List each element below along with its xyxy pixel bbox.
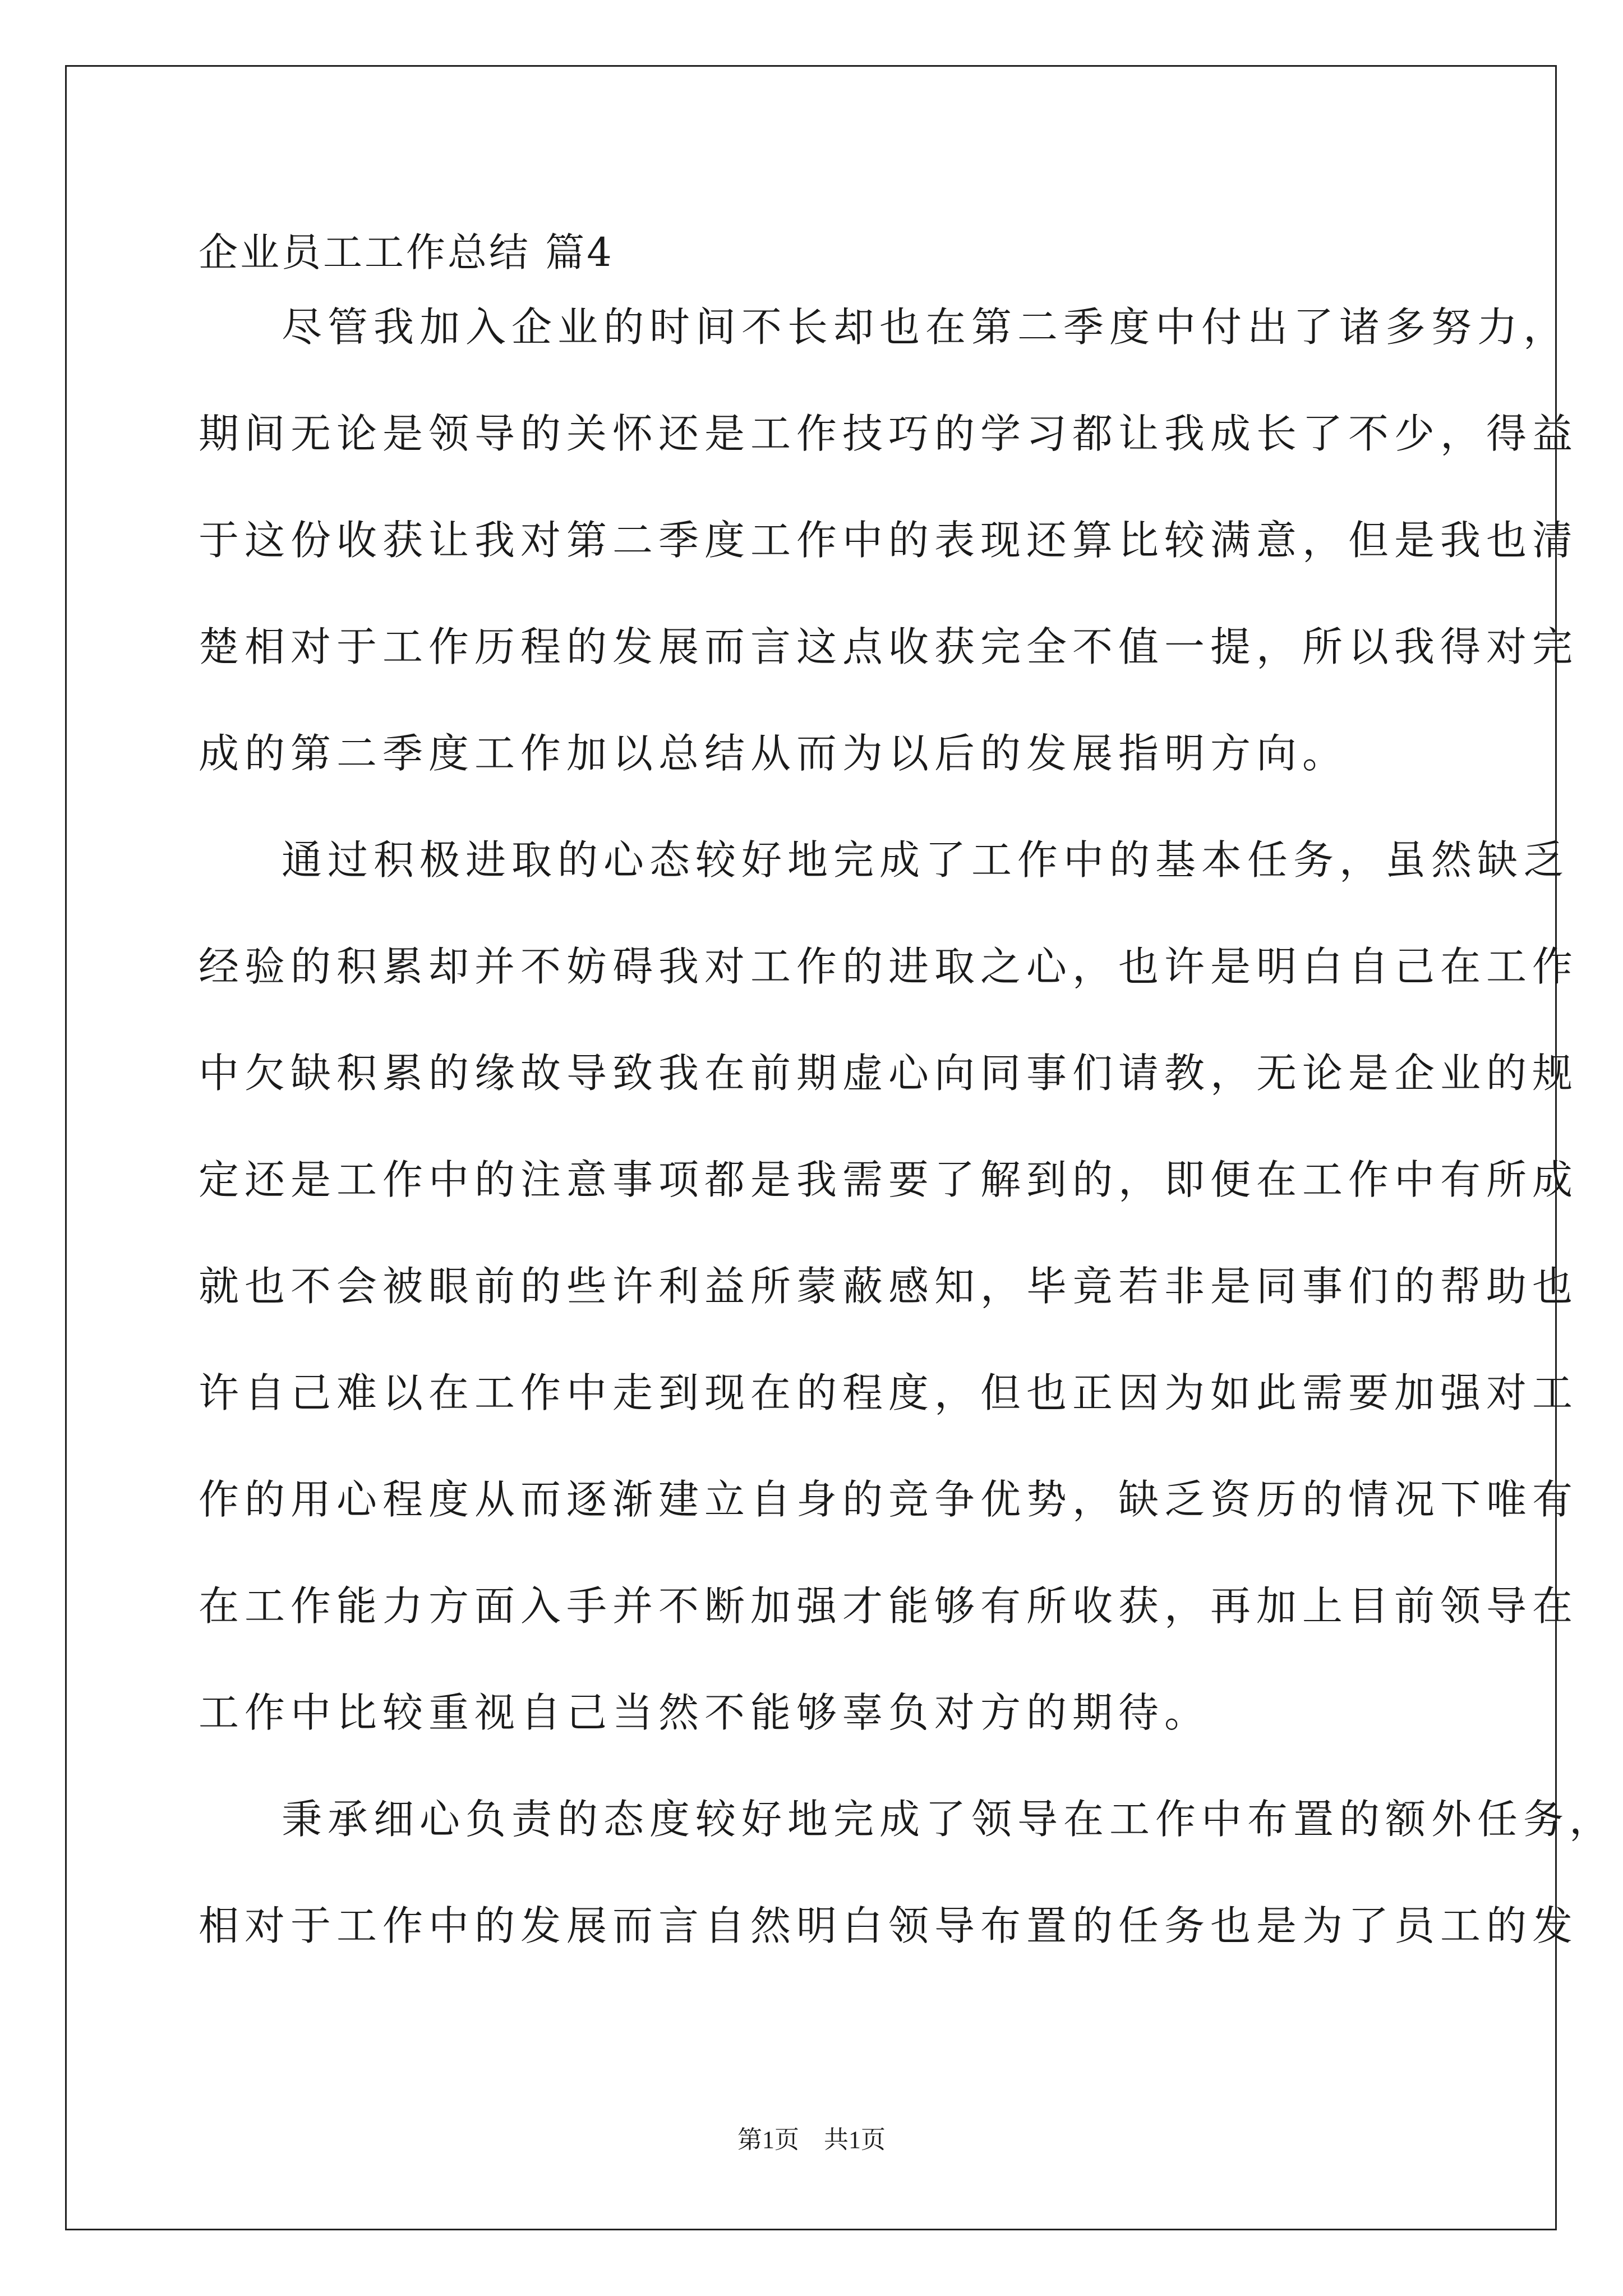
text-line: 经验的积累却并不妨碍我对工作的进取之心，也许是明白自己在工作 xyxy=(199,943,1579,990)
text-line: 在工作能力方面入手并不断加强才能够有所收获，再加上目前领导在 xyxy=(199,1582,1579,1630)
text-line: 秉承细心负责的态度较好地完成了领导在工作中布置的额外任务， xyxy=(282,1796,1616,1843)
document-title: 企业员工工作总结 篇4 xyxy=(199,229,614,275)
text-line: 于这份收获让我对第二季度工作中的表现还算比较满意，但是我也清 xyxy=(199,517,1579,564)
text-line: 作的用心程度从而逐渐建立自身的竞争优势，缺乏资历的情况下唯有 xyxy=(199,1476,1579,1523)
text-line: 定还是工作中的注意事项都是我需要了解到的，即便在工作中有所成 xyxy=(199,1156,1579,1203)
text-line: 就也不会被眼前的些许利益所蒙蔽感知，毕竟若非是同事们的帮助也 xyxy=(199,1263,1579,1310)
page-number-footer: 第1页 共1页 xyxy=(737,2126,886,2154)
text-line: 相对于工作中的发展而言自然明白领导布置的任务也是为了员工的发 xyxy=(199,1902,1579,1949)
text-line: 尽管我加入企业的时间不长却也在第二季度中付出了诸多努力， xyxy=(282,303,1570,351)
text-line: 通过积极进取的心态较好地完成了工作中的基本任务，虽然缺乏 xyxy=(282,836,1570,884)
text-line: 楚相对于工作历程的发展而言这点收获完全不值一提，所以我得对完 xyxy=(199,623,1579,670)
text-line: 工作中比较重视自己当然不能够辜负对方的期待。 xyxy=(199,1689,1211,1736)
text-line: 成的第二季度工作加以总结从而为以后的发展指明方向。 xyxy=(199,730,1349,777)
text-line: 期间无论是领导的关怀还是工作技巧的学习都让我成长了不少，得益 xyxy=(199,410,1579,457)
text-line: 许自己难以在工作中走到现在的程度，但也正因为如此需要加强对工 xyxy=(199,1369,1579,1416)
text-line: 中欠缺积累的缘故导致我在前期虚心向同事们请教，无论是企业的规 xyxy=(199,1050,1579,1097)
